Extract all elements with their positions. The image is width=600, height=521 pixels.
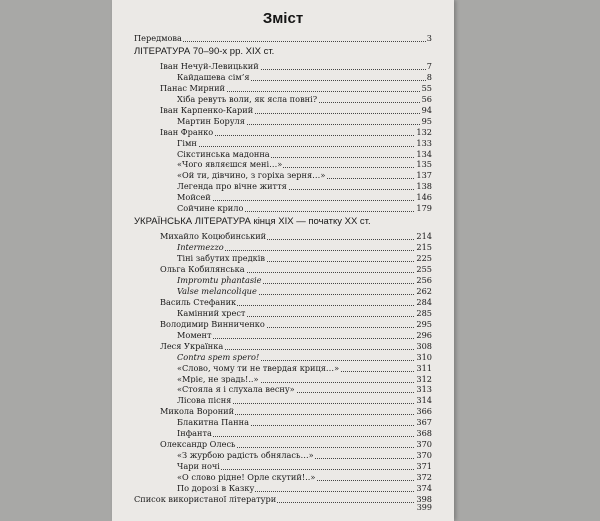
toc-entry-page: 8: [426, 71, 432, 82]
toc-entry-title: Список використаної літератури: [134, 493, 277, 504]
toc-entry-page: 256: [416, 274, 432, 285]
toc-entry-page: 366: [416, 406, 432, 417]
toc-entry-page: 314: [416, 395, 432, 406]
book-page: [112, 0, 454, 521]
toc-entry-page: 311: [416, 362, 432, 373]
toc-entry: [134, 32, 432, 44]
toc-entry-title: По дорозі в Казку: [177, 483, 255, 493]
toc-entry-title: Іван Карпенко-Карий: [160, 104, 254, 115]
toc-entry-page: 55: [421, 82, 432, 93]
toc-entry-title: Василь Стефаник: [160, 296, 237, 307]
toc-entry-page: 3: [426, 33, 432, 43]
toc-entry-title: Леся Українка: [160, 340, 224, 351]
toc-entry-title: Contra spem spero!: [177, 351, 260, 362]
toc-entry: [177, 202, 432, 214]
toc-entry-page: 312: [416, 373, 432, 384]
toc-entry-page: 138: [416, 181, 432, 192]
toc-entry-page: 94: [421, 104, 432, 115]
toc-entry-title: «Слово, чому ти не твердая криця…»: [177, 362, 340, 373]
toc-entry-title: Момент: [177, 329, 212, 340]
toc-entry-page: 368: [416, 428, 432, 439]
toc-entry-page: 372: [416, 472, 432, 483]
toc-entry-page: 134: [416, 148, 432, 159]
toc-entry-title: Микола Вороний: [160, 406, 235, 417]
toc-entry-page: 310: [416, 351, 432, 362]
toc-entry: [134, 493, 432, 505]
toc-entry-title: Легенда про вічне життя: [177, 181, 287, 192]
page-number: 399: [416, 503, 432, 512]
toc-entry-page: 295: [416, 318, 432, 329]
toc-entry-title: Лісова пісня: [177, 395, 232, 406]
toc-entry-page: 308: [416, 340, 432, 351]
toc-entry-title: Intermezzo: [177, 242, 224, 253]
toc-entry-title: Хіба ревуть воли, як ясла повні?: [177, 93, 318, 104]
toc-entry-page: 132: [416, 126, 432, 137]
toc-entry-title: Тіні забутих предків: [177, 253, 265, 264]
toc-entry-title: Impromtu phantasie: [177, 274, 262, 285]
toc-entry-title: Блакитна Панна: [177, 417, 249, 428]
toc-entry-page: 296: [416, 329, 432, 340]
toc-entry-page: 135: [416, 159, 432, 170]
toc-entry-page: 215: [416, 242, 432, 253]
toc-entry-title: Кайдашева сім’я: [177, 71, 250, 82]
toc-entry-page: 255: [416, 264, 432, 274]
toc-entry-page: 133: [416, 137, 432, 148]
toc-entry-title: ЛІТЕРАТУРА 70–90-х рр. ХІХ ст.: [134, 45, 275, 57]
toc-entry-title: «Мріє, не зрадь!..»: [177, 373, 259, 384]
toc-entry-page: 56: [421, 93, 432, 104]
toc-entry-page: 284: [416, 296, 432, 307]
toc-entry-page: 285: [416, 307, 432, 318]
toc-entry-page: 179: [416, 203, 432, 214]
toc-entry-page: 374: [416, 483, 432, 493]
toc-entry-page: 146: [416, 192, 432, 203]
toc-entry-title: УКРАЇНСЬКА ЛІТЕРАТУРА кінця ХІХ — початку ХХ ст.: [134, 216, 371, 228]
toc-entry-page: 137: [416, 170, 432, 181]
toc-entry-title: Панас Мирний: [160, 82, 226, 93]
toc-entry-title: Сікстинська мадонна: [177, 148, 270, 159]
toc-entry-title: Іван Нечуй-Левицький: [160, 60, 259, 71]
toc-entry-title: «Ой ти, дівчино, з горіха зерня…»: [177, 170, 326, 181]
toc-entry-title: «О слово рідне! Орле скутий!..»: [177, 472, 316, 483]
toc-entry-page: 367: [416, 417, 432, 428]
toc-entry-page: 7: [426, 60, 432, 71]
toc-entry-title: «Чого являєшся мені…»: [177, 159, 283, 170]
toc-entry-title: Олександр Олесь: [160, 439, 236, 450]
toc-entry-title: Valse melancolique: [177, 285, 257, 296]
toc-entry-page: 225: [416, 253, 432, 264]
toc-entry-page: 371: [416, 461, 432, 472]
toc-entry-title: Михайло Коцюбинський: [160, 231, 267, 242]
toc-entry-title: Інфанта: [177, 428, 212, 439]
toc-entry-page: 370: [416, 439, 432, 450]
toc-entry-page: 214: [416, 231, 432, 242]
toc-entry-page: 95: [421, 115, 432, 126]
page-title: Зміст: [262, 10, 304, 27]
toc-entry-title: Чари ночі: [177, 461, 220, 472]
toc-entry-title: «З журбою радість обнялась…»: [177, 450, 314, 461]
toc-entry-page: 262: [416, 285, 432, 296]
toc-entry-title: Ольга Кобилянська: [160, 264, 245, 274]
toc-entry-title: Володимир Винниченко: [160, 318, 265, 329]
toc-entry-title: Іван Франко: [160, 126, 214, 137]
toc-entry-page: 398: [416, 493, 432, 504]
toc-entry-title: Сойчине крило: [177, 203, 244, 214]
toc-entry-title: Гімн: [177, 137, 197, 148]
toc-entry-page: 370: [416, 450, 432, 461]
toc-entry-title: Передмова: [134, 33, 182, 43]
toc-entry-title: «Стояла я і слухала весну»: [177, 384, 295, 395]
table-of-contents: [112, 0, 454, 521]
toc-entry-page: 313: [416, 384, 432, 395]
toc-entry-title: Мартин Боруля: [177, 115, 245, 126]
toc-entry-title: Мойсей: [177, 192, 211, 203]
toc-entry-title: Камінний хрест: [177, 307, 246, 318]
